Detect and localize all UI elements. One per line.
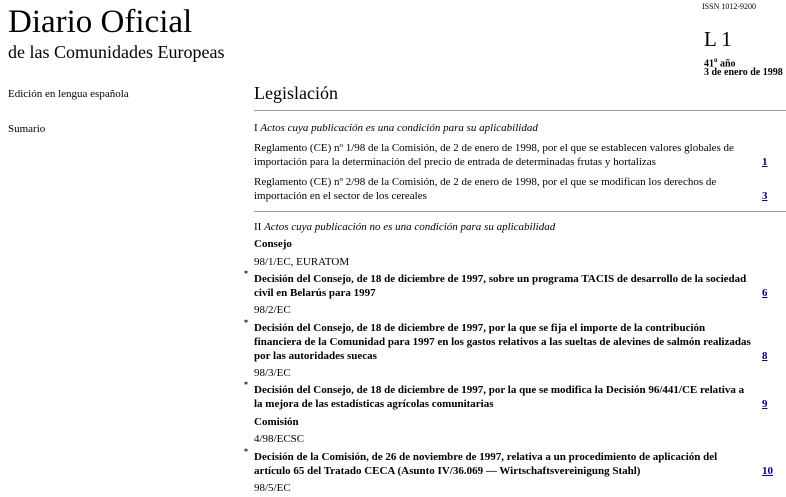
page-link-9[interactable]: 9 [762,398,768,410]
asterisk-marker: * [244,447,248,456]
part-one-heading [254,121,538,135]
document-ref: 98/2/EC [254,304,291,316]
page-link-3[interactable]: 3 [762,190,768,202]
decision-entry: Decisión del Consejo, de 18 de diciembre de 1997, sobre un programa TACIS de desarrollo de la sociedad civil en Belarús para 1997 [254,273,747,299]
journal-title: Diario Oficial [8,4,193,40]
decision-entry: Decisión del Consejo, de 18 de diciembre de 1997, por la que se modifica la Decisión 96/441/CE relativa a la mejora de las estadísticas agrícolas comunitarias [254,384,745,410]
institution-commission: Comisión [254,416,299,428]
issn-number: ISSN 1012-9200 [702,2,757,11]
page-link-10[interactable]: 10 [762,465,773,477]
decision-entry: Decisión de la Comisión, de 26 de noviembre de 1997, relativa a un procedimiento de aplicación del artículo 65 del Tratado CECA (Asunto IV/36.069 — Wirtschaftsvereinigung Stahl) [254,451,718,477]
part-one-number: I [254,122,258,134]
regulation-entry: Reglamento (CE) nº 1/98 de la Comisión, de 2 de enero de 1998, por el que se establecen valores globales de importación para la determinación del precio de entrada de determinadas frutas y hortalizas [254,142,734,168]
document-ref: 98/3/EC [254,367,291,379]
asterisk-marker: * [244,380,248,389]
part-two-description: Actos cuya publicación no es una condición para su aplicabilidad [264,221,556,233]
part-two-number: II [254,221,262,233]
year-number: 41 [704,58,714,70]
divider-middle [254,211,786,212]
series-number: L 1 [704,27,732,51]
decision-entry: Decisión del Consejo, de 18 de diciembre de 1997, por la que se fija el importe de la contribución financiera de la Comunidad para 1997 en los gastos relativos a las sueltas de alevines de salmón realizadas por las autoridades suecas [254,322,751,362]
document-ref: 98/5/EC [254,482,291,494]
part-two-heading [254,220,555,234]
summary-label: Sumario [8,123,46,135]
year-suffix: o [714,56,718,64]
regulation-entry: Reglamento (CE) nº 2/98 de la Comisión, de 2 de enero de 1998, por el que se modifican los derechos de importación en el sector de los cereales [254,176,717,202]
page-link-8[interactable]: 8 [762,350,768,362]
document-ref: 4/98/ECSC [254,433,305,445]
edition-label: Edición en lengua española [8,88,129,100]
issue-date: 3 de enero de 1998 [704,67,783,78]
asterisk-marker: * [244,269,248,278]
divider-top [254,110,786,111]
journal-subtitle: de las Comunidades Europeas [8,42,225,62]
section-heading: Legislación [254,83,338,103]
asterisk-marker: * [244,318,248,327]
page-link-6[interactable]: 6 [762,287,768,299]
year-word: año [720,58,736,70]
part-one-description: Actos cuya publicación es una condición para su aplicabilidad [260,122,538,134]
institution-council: Consejo [254,238,292,250]
document-ref: 98/1/EC, EURATOM [254,256,350,268]
page-link-1[interactable]: 1 [762,156,768,168]
